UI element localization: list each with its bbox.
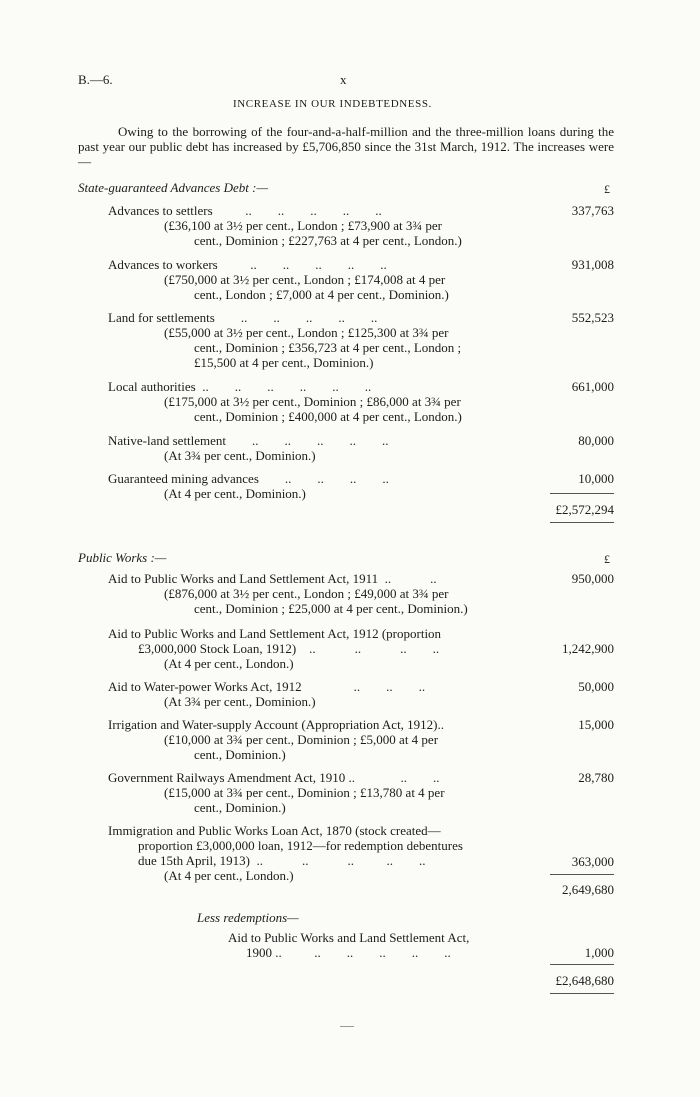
- total-rule: [550, 522, 614, 523]
- item-amount: 80,000: [578, 433, 614, 448]
- list-item: [108, 571, 468, 616]
- list-item: [108, 471, 389, 501]
- leader-dots: .. .. .. ..: [296, 641, 440, 656]
- page-number: x: [340, 72, 347, 87]
- item-label-continued: £3,000,000 Stock Loan, 1912): [138, 641, 297, 656]
- list-item: [108, 257, 449, 302]
- item-detail: (At 4 per cent., London.): [164, 656, 294, 671]
- item-detail: cent., Dominion.): [194, 747, 286, 762]
- sum-rule: [550, 493, 614, 494]
- leader-dots: .. .. .. .. ..: [249, 853, 426, 868]
- item-amount: 552,523: [571, 310, 614, 325]
- list-item: [108, 626, 441, 671]
- item-amount: 1,242,900: [562, 641, 614, 656]
- item-amount: 661,000: [571, 379, 614, 394]
- section-total: £2,572,294: [555, 502, 614, 517]
- item-label-continued: proportion £3,000,000 loan, 1912—for redemption debentures: [138, 838, 463, 853]
- item-detail: (£750,000 at 3½ per cent., London ; £174,008 at 4 per: [164, 272, 446, 287]
- item-detail: (At 4 per cent., London.): [164, 868, 294, 883]
- item-label: Aid to Water-power Works Act, 1912: [108, 679, 302, 694]
- leader-dots: .. ..: [354, 770, 440, 785]
- leader-dots: .. .. .. .. ..: [212, 203, 382, 218]
- item-label: Local authorities: [108, 379, 196, 394]
- item-label: Aid to Public Works and Land Settlement Act, 1911: [108, 571, 379, 586]
- item-amount: 950,000: [571, 571, 614, 586]
- item-label: Aid to Public Works and Land Settlement Act, 1912 (proportion: [108, 626, 442, 641]
- item-label: Native-land settlement: [108, 433, 227, 448]
- item-amount: 1,000: [584, 945, 614, 960]
- sum-rule: [550, 874, 614, 875]
- item-label: Advances to workers: [108, 257, 218, 272]
- leader-dots: .. .. .. .. ..: [281, 945, 451, 960]
- document-reference: B.—6.: [78, 72, 113, 87]
- list-item: [108, 433, 389, 463]
- less-redemptions-heading: Less redemptions—: [197, 910, 299, 925]
- item-amount: 363,000: [571, 854, 614, 869]
- item-label: Immigration and Public Works Loan Act, 1870 (stock created—: [108, 823, 441, 838]
- currency-symbol: £: [604, 182, 610, 196]
- item-amount: 931,008: [571, 257, 614, 272]
- item-label: Advances to settlers: [108, 203, 213, 218]
- list-item: [228, 930, 469, 960]
- leader-dots: .. ..: [378, 571, 437, 586]
- page-title: INCREASE IN OUR INDEBTEDNESS.: [233, 98, 432, 110]
- item-detail: cent., Dominion.): [194, 800, 286, 815]
- item-detail: (At 3¾ per cent., Dominion.): [164, 694, 316, 709]
- item-detail: (£10,000 at 3¾ per cent., Dominion ; £5,000 at 4 per: [164, 732, 439, 747]
- list-item: [108, 310, 461, 370]
- leader-dots: .. .. .. .. ..: [217, 257, 387, 272]
- footer-rule: [340, 1026, 354, 1027]
- item-detail: (£876,000 at 3½ per cent., London ; £49,000 at 3¾ per: [164, 586, 449, 601]
- item-label: Guaranteed mining advances: [108, 471, 259, 486]
- item-detail: cent., London ; £7,000 at 4 per cent., Dominion.): [194, 287, 449, 302]
- total-rule: [550, 993, 614, 994]
- item-amount: 10,000: [578, 471, 614, 486]
- item-detail: (£36,100 at 3½ per cent., London ; £73,900 at 3¾ per: [164, 218, 442, 233]
- item-label: Land for settlements: [108, 310, 215, 325]
- list-item: [108, 717, 444, 762]
- item-detail: (At 3¾ per cent., Dominion.): [164, 448, 316, 463]
- item-detail: cent., Dominion ; £227,763 at 4 per cent., London.): [194, 233, 462, 248]
- item-amount: 15,000: [578, 717, 614, 732]
- section-total: £2,648,680: [555, 973, 614, 988]
- item-detail: (£55,000 at 3½ per cent., London ; £125,300 at 3¾ per: [164, 325, 449, 340]
- leader-dots: .. .. .. ..: [258, 471, 389, 486]
- item-label-continued: due 15th April, 1913): [138, 853, 250, 868]
- leader-dots: .. .. ..: [301, 679, 426, 694]
- section-heading-public-works: Public Works :—: [78, 550, 167, 565]
- leader-dots: .. .. .. .. ..: [226, 433, 389, 448]
- list-item: [108, 770, 445, 815]
- item-amount: 50,000: [578, 679, 614, 694]
- currency-symbol: £: [604, 552, 610, 566]
- item-detail: £15,500 at 4 per cent., Dominion.): [194, 355, 374, 370]
- item-detail: (£175,000 at 3½ per cent., Dominion ; £86,000 at 3¾ per: [164, 394, 461, 409]
- item-amount: 28,780: [578, 770, 614, 785]
- sum-rule: [550, 964, 614, 965]
- item-detail: cent., Dominion ; £400,000 at 4 per cent., London.): [194, 409, 462, 424]
- list-item: [108, 203, 462, 248]
- list-item: [108, 379, 462, 424]
- section-subtotal: 2,649,680: [562, 882, 614, 897]
- list-item: [108, 823, 463, 883]
- leader-dots: .. .. .. .. ..: [214, 310, 378, 325]
- item-detail: (At 4 per cent., Dominion.): [164, 486, 306, 501]
- list-item: [108, 679, 425, 709]
- item-label: Aid to Public Works and Land Settlement Act,: [228, 930, 470, 945]
- leader-dots: .. .. .. .. .. ..: [195, 379, 372, 394]
- item-label: Irrigation and Water-supply Account (Appropriation Act, 1912)..: [108, 717, 445, 732]
- intro-paragraph: Owing to the borrowing of the four-and-a-half-million and the three-million loans during the past year our public debt has increased by £5,706,850 since the 31st March, 1912. The increases were—: [78, 124, 614, 169]
- item-detail: cent., Dominion ; £25,000 at 4 per cent., Dominion.): [194, 601, 468, 616]
- item-detail: cent., Dominion ; £356,723 at 4 per cent., London ;: [194, 340, 462, 355]
- item-detail: (£15,000 at 3¾ per cent., Dominion ; £13,780 at 4 per: [164, 785, 445, 800]
- item-label-continued: 1900 ..: [246, 945, 282, 960]
- section-heading-state-guaranteed: State-guaranteed Advances Debt :—: [78, 180, 269, 195]
- item-label: Government Railways Amendment Act, 1910 ..: [108, 770, 355, 785]
- item-amount: 337,763: [571, 203, 614, 218]
